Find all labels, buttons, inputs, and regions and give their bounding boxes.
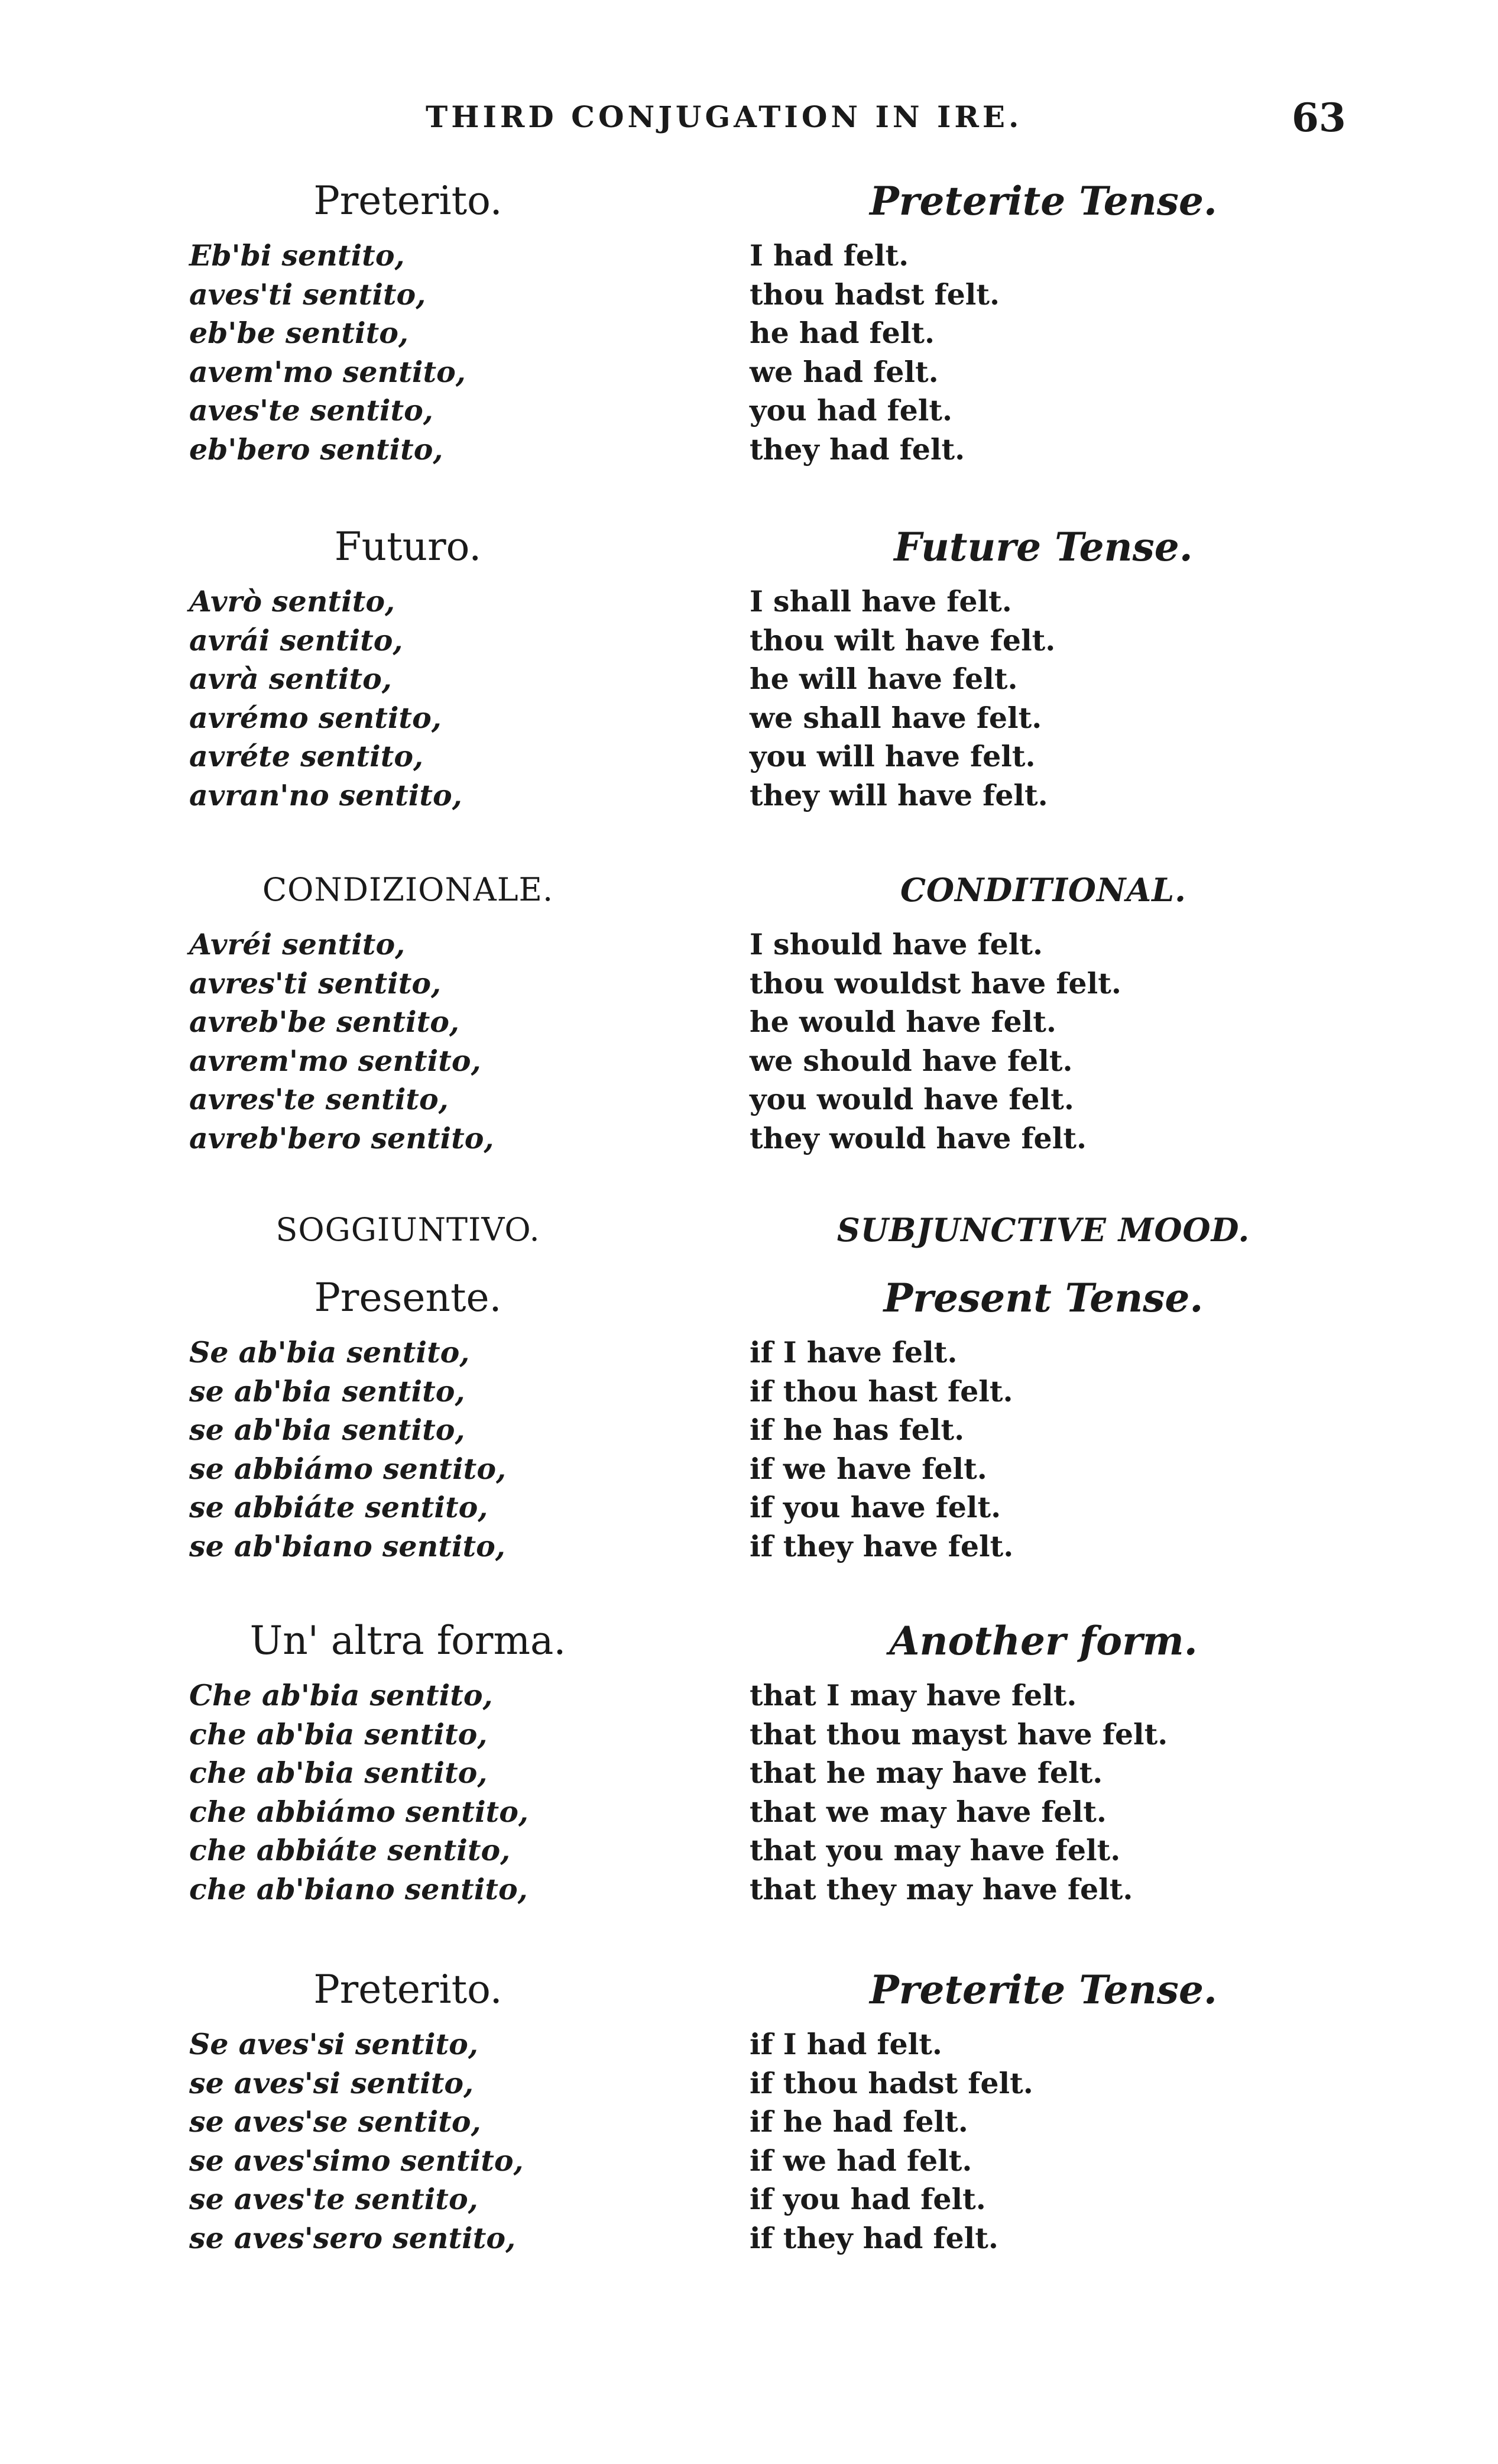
italian-line: che abbiáte sentito,	[189, 1833, 511, 1867]
italian-line: se ab'biano sentito,	[189, 1529, 505, 1563]
english-line: thou wouldst have felt.	[750, 966, 1121, 1001]
english-line: they will have felt.	[750, 778, 1048, 812]
english-line: you would have felt.	[750, 1082, 1074, 1116]
english-heading: Future Tense.	[894, 524, 1193, 570]
italian-line: se ab'bia sentito,	[189, 1374, 465, 1409]
english-translation-list	[750, 1676, 1168, 1909]
italian-line: avrémo sentito,	[189, 700, 442, 735]
english-line: thou hadst felt.	[750, 277, 1000, 312]
english-line: I had felt.	[750, 238, 909, 273]
italian-heading: SOGGIUNTIVO.	[275, 1211, 540, 1248]
italian-line: avrem'mo sentito,	[189, 1043, 481, 1078]
english-heading: CONDITIONAL.	[900, 871, 1186, 909]
english-heading: Another form.	[889, 1618, 1198, 1664]
italian-line: eb'be sentito,	[189, 316, 408, 350]
english-line: if we have felt.	[750, 1451, 987, 1486]
italian-line: Se ab'bia sentito,	[189, 1335, 470, 1369]
italian-line: Avréi sentito,	[189, 927, 406, 961]
italian-line: se aves'te sentito,	[189, 2182, 478, 2216]
running-head: THIRD CONJUGATION IN IRE.	[426, 99, 1023, 134]
italian-line: aves'ti sentito,	[189, 277, 426, 312]
english-line: you will have felt.	[750, 739, 1036, 773]
english-translation-list	[750, 582, 1055, 815]
italian-line: che ab'bia sentito,	[189, 1717, 488, 1751]
italian-conjugation-list	[189, 2025, 524, 2258]
english-heading: Preterite Tense.	[870, 178, 1217, 224]
italian-heading: Preterito.	[313, 178, 502, 224]
italian-conjugation-list	[189, 237, 466, 469]
italian-line: se ab'bia sentito,	[189, 1413, 465, 1447]
italian-line: eb'bero sentito,	[189, 432, 443, 467]
english-line: if you have felt.	[750, 1490, 1001, 1524]
italian-line: avran'no sentito,	[189, 778, 462, 812]
english-line: that they may have felt.	[750, 1872, 1133, 1906]
italian-line: Eb'bi sentito,	[189, 238, 405, 273]
italian-line: che ab'bia sentito,	[189, 1756, 488, 1790]
italian-heading: Un' altra forma.	[249, 1618, 566, 1663]
italian-line: aves'te sentito,	[189, 393, 433, 428]
english-line: that he may have felt.	[750, 1756, 1103, 1790]
italian-conjugation-list	[189, 1333, 506, 1566]
italian-line: se aves'sero sentito,	[189, 2220, 516, 2255]
english-line: they would have felt.	[750, 1121, 1087, 1155]
english-line: he would have felt.	[750, 1005, 1056, 1039]
english-line: if he has felt.	[750, 1413, 965, 1447]
english-line: if we had felt.	[750, 2143, 972, 2178]
italian-heading: Futuro.	[334, 524, 482, 569]
english-line: we should have felt.	[750, 1043, 1073, 1078]
italian-line: avreb'be sentito,	[189, 1005, 459, 1039]
italian-line: avrái sentito,	[189, 623, 403, 658]
page-number: 63	[1292, 95, 1346, 141]
italian-line: avréte sentito,	[189, 739, 424, 773]
english-line: we had felt.	[750, 354, 939, 389]
english-translation-list	[750, 237, 1000, 469]
italian-line: se aves'simo sentito,	[189, 2143, 524, 2178]
english-line: we shall have felt.	[750, 700, 1042, 735]
english-line: I shall have felt.	[750, 584, 1012, 619]
english-line: if he had felt.	[750, 2104, 968, 2139]
italian-heading: Presente.	[314, 1275, 502, 1320]
italian-line: Se aves'si sentito,	[189, 2027, 478, 2061]
italian-line: che abbiámo sentito,	[189, 1794, 528, 1829]
italian-line: che ab'biano sentito,	[189, 1872, 528, 1906]
english-heading: Present Tense.	[883, 1275, 1204, 1321]
english-line: that I may have felt.	[750, 1678, 1077, 1712]
italian-line: se abbiáte sentito,	[189, 1490, 488, 1524]
italian-line: avreb'bero sentito,	[189, 1121, 494, 1155]
english-line: if I had felt.	[750, 2027, 942, 2061]
english-line: if thou hast felt.	[750, 1374, 1013, 1409]
italian-conjugation-list	[189, 925, 494, 1158]
english-line: that we may have felt.	[750, 1794, 1107, 1829]
italian-line: se aves'se sentito,	[189, 2104, 481, 2139]
italian-line: avem'mo sentito,	[189, 354, 466, 389]
english-heading: SUBJUNCTIVE MOOD.	[836, 1211, 1250, 1249]
italian-line: avrà sentito,	[189, 662, 392, 696]
italian-line: Avrò sentito,	[189, 584, 395, 619]
english-translation-list	[750, 2025, 1033, 2258]
english-line: that you may have felt.	[750, 1833, 1121, 1867]
italian-line: se aves'si sentito,	[189, 2065, 474, 2100]
italian-line: Che ab'bia sentito,	[189, 1678, 493, 1712]
english-line: he had felt.	[750, 316, 935, 350]
english-line: if I have felt.	[750, 1335, 958, 1369]
english-line: if they had felt.	[750, 2220, 998, 2255]
italian-line: avres'ti sentito,	[189, 966, 442, 1001]
italian-line: avres'te sentito,	[189, 1082, 449, 1116]
english-translation-list	[750, 1333, 1013, 1566]
english-line: thou wilt have felt.	[750, 623, 1056, 658]
english-heading: Preterite Tense.	[870, 1967, 1217, 2013]
english-line: they had felt.	[750, 432, 965, 467]
english-line: if thou hadst felt.	[750, 2065, 1033, 2100]
english-line: if you had felt.	[750, 2182, 986, 2216]
english-line: I should have felt.	[750, 927, 1043, 961]
english-line: he will have felt.	[750, 662, 1018, 696]
italian-heading: CONDIZIONALE.	[262, 871, 554, 908]
english-line: that thou mayst have felt.	[750, 1717, 1168, 1751]
english-line: if they have felt.	[750, 1529, 1014, 1563]
italian-conjugation-list	[189, 582, 462, 815]
italian-conjugation-list	[189, 1676, 528, 1909]
italian-heading: Preterito.	[313, 1967, 502, 2012]
english-line: you had felt.	[750, 393, 953, 428]
italian-line: se abbiámo sentito,	[189, 1451, 507, 1486]
english-translation-list	[750, 925, 1121, 1158]
